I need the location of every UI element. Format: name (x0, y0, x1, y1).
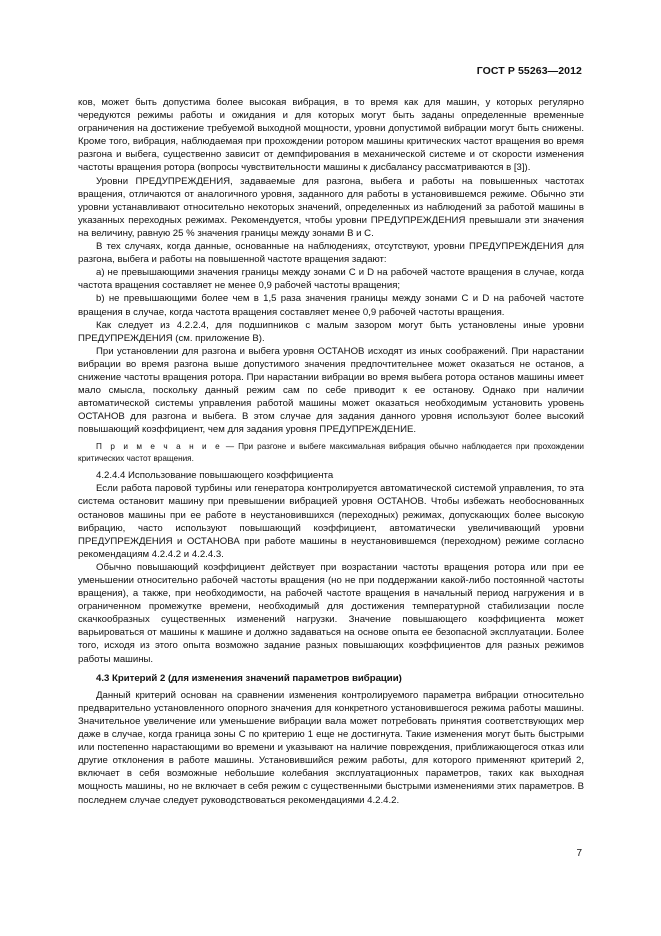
paragraph: Данный критерий основан на сравнении изменения контролируемого параметра вибрации относительно предварительно установленного опорного значения для конкретного установившегося режима работы машины. Значительное увеличение или уменьшение вибрации вала может потребовать принятия соответствующих мер даже в случае, когда граница зоны С по критерию 1 еще не достигнута. Такие изменения могут быть быстрыми или постепенно нарастающими во времени и указывают на наличие повреждения, приближающегося отказ или другие отклонения в работе машины. Установившийся режим работы, для которого применяют критерий 2, включает в себя возможные небольшие колебания эксплуатационных параметров, таких как выходная мощность машины, но не включает в себя режим с существенными быстрыми изменениями этих параметров. В последнем случае следует руководствоваться рекомендациями 4.2.4.2. (78, 689, 584, 806)
subsection-heading: 4.2.4.4 Использование повышающего коэффициента (96, 470, 334, 482)
note (78, 441, 584, 464)
page-number: 7 (576, 848, 582, 859)
document-code: ГОСТ Р 55263—2012 (476, 65, 582, 77)
list-item-b: b) не превышающими более чем в 1,5 раза значения границы между зонами С и D на рабочей частоте вращения в случае, когда частота вращения составляет менее 0,9 рабочей частоты вращения. (78, 293, 584, 318)
note-text: — При разгоне и выбеге максимальная вибрация обычно наблюдается при прохождении критических частот вращения. (78, 442, 585, 463)
paragraph: ков, может быть допустима более высокая вибрация, в то время как для машин, у которых регулярно чередуются режимы работы и ожидания и для которых могут быть заданы определенные временные ограничения на достижение требуемой выходной мощности, уровни допустимой вибрации могут быть снижены. Кроме того, вибрация, наблюдаемая при прохождении ротором машины критических частот вращения во время разгона и выбега, существенно зависит от демпфирования в механической системе и от скорости изменения частоты вращения ротора (вопросы чувствительности машины к дисбалансу рассматриваются в [3]). (78, 97, 584, 174)
note-label: П р и м е ч а н и е (96, 442, 222, 452)
section-heading: 4.3 Критерий 2 (для изменения значений параметров вибрации) (96, 672, 402, 684)
paragraph: При установлении для разгона и выбега уровня ОСТАНОВ исходят из иных соображений. При нарастании вибрации во время разгона выше допустимого значения предпочтительнее может оказаться не останов, а снижение частоты вращения ротора. При нарастании вибрации во время выбега ротора останов машины имеет мало смысла, поскольку данный режим сам по себе приводит к ее останову. Однако при наличии автоматической системы управления работой машины может оказаться необходимым установить уровень ОСТАНОВ для разгона и выбега. В этом случае для задания данного уровня используют более высокий повышающий коэффициент, чем для задания уровня ПРЕДУПРЕЖДЕНИЕ. (78, 345, 584, 436)
paragraph: Как следует из 4.2.2.4, для подшипников с малым зазором могут быть установлены иные уровни ПРЕДУПРЕЖДЕНИЯ (см. приложение В). (78, 319, 584, 344)
document-body (78, 96, 584, 807)
paragraph: Если работа паровой турбины или генератора контролируется автоматической системой управления, то эта система остановит машину при превышении вибрацией уровня ОСТАНОВ. Чтобы избежать необоснованных остановов машины при ее работе в неустановившихся (переходных) режимах, допускающих более высокую вибрацию, часто используют повышающий коэффициент, автоматически увеличивающий уровни ПРЕДУПРЕЖДЕНИЯ и ОСТАНОВА при работе машины в неустановившемся (переходном) режиме согласно рекомендациям 4.2.4.2 и 4.2.4.3. (78, 483, 584, 560)
paragraph: Обычно повышающий коэффициент действует при возрастании частоты вращения ротора или при ее уменьшении относительно рабочей частоты вращения (но не при поддержании какой-либо постоянной частоты вращения), а также, при необходимости, на рабочей частоте вращения в начальный период нагружения и в ограниченном промежутке времени, необходимый для достижения температурной стабилизации после скачкообразных существенных изменений нагрузки. Значение повышающего коэффициента может варьироваться от машины к машине и должно задаваться на основе опыта ее безопасной эксплуатации. Более того, исходя из этого опыта возможно задание разных повышающих коэффициентов для разных режимов работы машины. (78, 561, 584, 665)
paragraph: В тех случаях, когда данные, основанные на наблюдениях, отсутствуют, уровни ПРЕДУПРЕЖДЕНИЯ для разгона, выбега и работы на повышенной частоте вращения задают: (78, 241, 584, 266)
list-item-a: а) не превышающими значения границы между зонами С и D на рабочей частоте вращения в случае, когда частота вращения составляет не менее 0,9 рабочей частоты вращения; (78, 267, 584, 292)
paragraph: Уровни ПРЕДУПРЕЖДЕНИЯ, задаваемые для разгона, выбега и работы на повышенных частотах вращения, отличаются от аналогичного уровня, заданного для работы в установившемся режиме. Обычно эти уровни устанавливают относительно некоторых значений, определенных из наблюдений за работой машины в указанных переходных режимах. Рекомендуется, чтобы уровни ПРЕДУПРЕЖДЕНИЯ превышали эти значения на величину, равную 25 % значения границы между зонами В и С. (78, 175, 584, 239)
